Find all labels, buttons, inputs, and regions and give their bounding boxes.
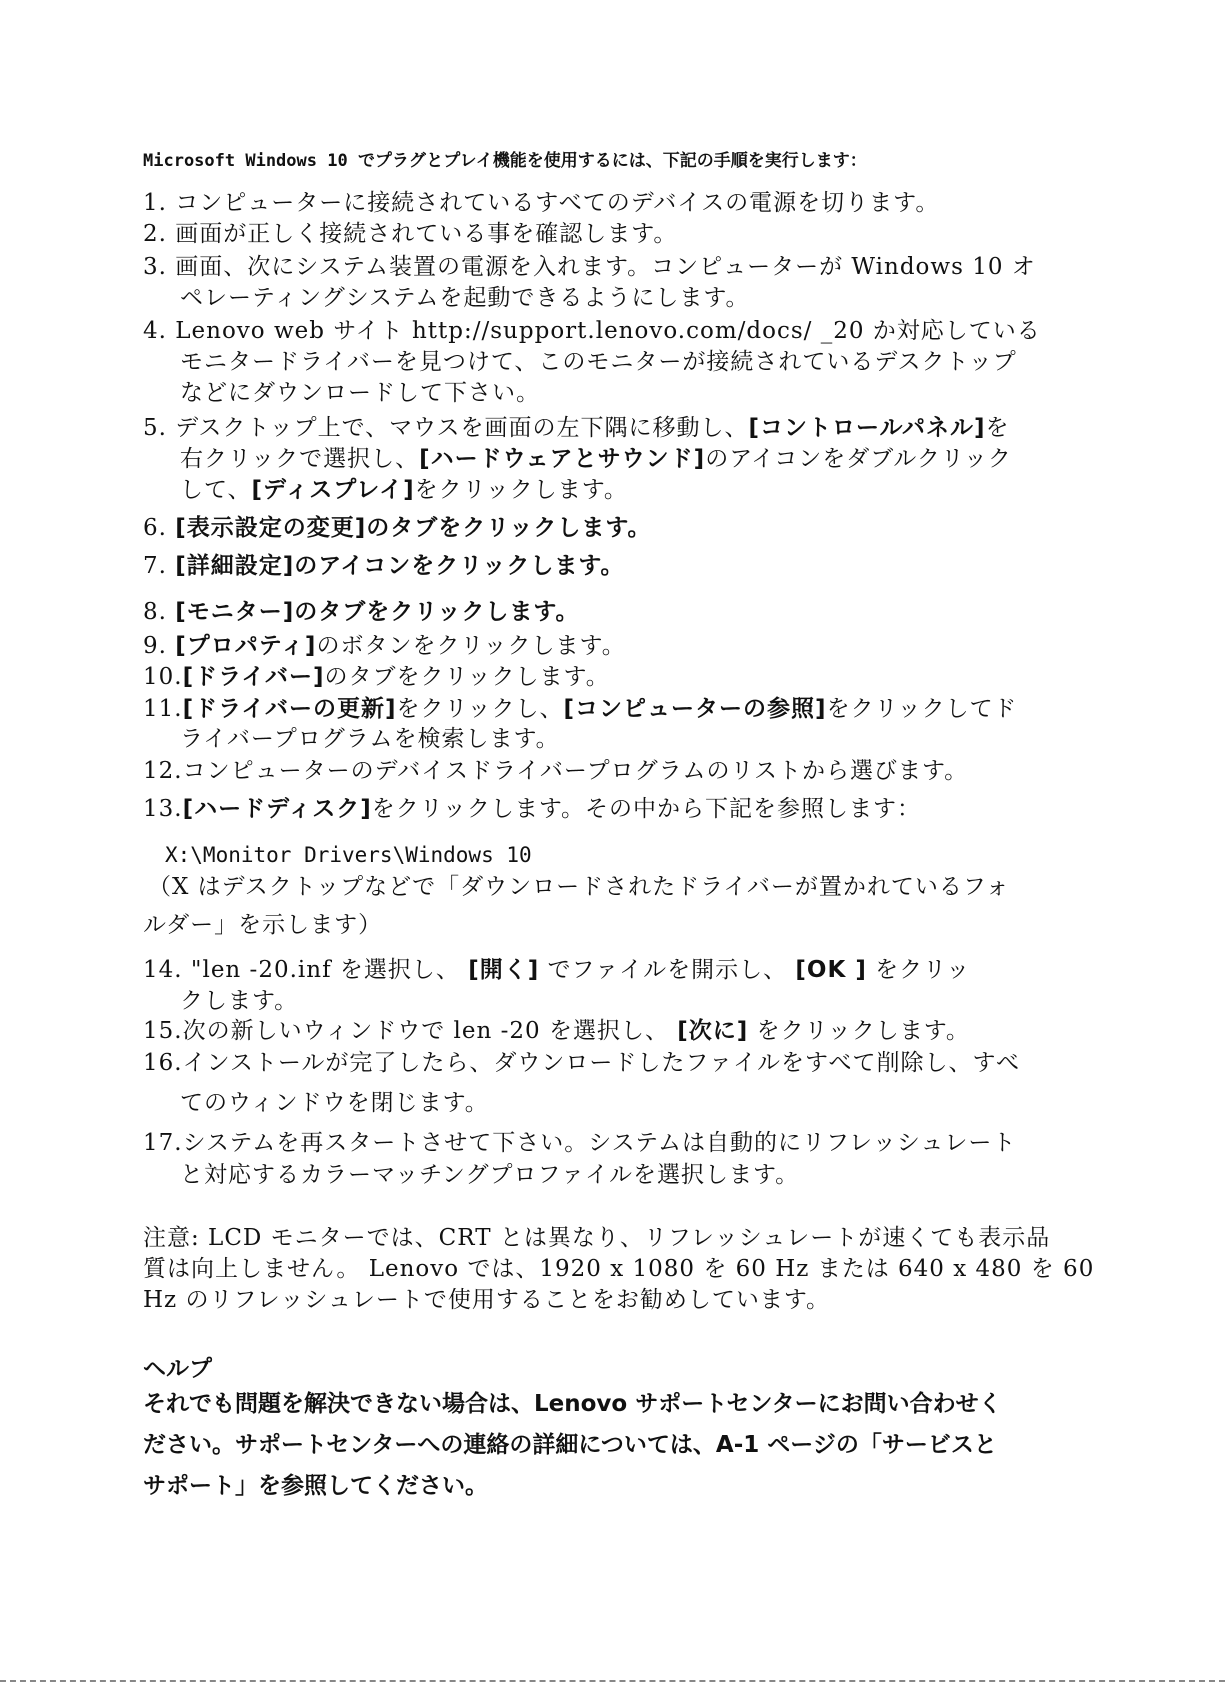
step-11-middle: をクリックし、 bbox=[396, 696, 564, 722]
step-8 bbox=[143, 597, 1043, 627]
step-13-number: 13. bbox=[143, 796, 183, 822]
help-line-1: それでも問題を解決できない場合は、Lenovo サポートセンターにお問い合わせく bbox=[143, 1391, 1002, 1417]
notice-line-3: Hz のリフレッシュレートで使用することをお勧めしています。 bbox=[143, 1287, 831, 1313]
step-11 bbox=[143, 694, 1043, 724]
step-11-continued: ライバープログラムを検索します。 bbox=[180, 726, 560, 752]
path-note-continued: ルダー」を示します） bbox=[143, 912, 383, 938]
help-line-3: サポート」を参照してください。 bbox=[143, 1473, 488, 1499]
step-11-number: 11. bbox=[143, 696, 183, 722]
update-driver-label: [ドライバーの更新] bbox=[182, 696, 397, 722]
instructions-heading bbox=[143, 146, 1043, 171]
step-6-text: [表示設定の変更]のタブをクリックします。 bbox=[175, 515, 652, 541]
display-label: [ディスプレイ] bbox=[251, 477, 415, 503]
step-11-suffix: をクリックしてド bbox=[826, 696, 1018, 722]
step-4-continued: モニタードライバーを見つけて、このモニターが接続されているデスクトップ bbox=[180, 349, 1017, 375]
step-10-suffix: のタブをクリックします。 bbox=[324, 664, 610, 690]
step-5-suffix: を bbox=[985, 415, 1010, 441]
step-14-text: 14. "len -20.inf を選択し、 bbox=[143, 957, 469, 983]
browse-computer-label: [コンピューターの参照] bbox=[563, 696, 827, 722]
step-14-middle: でファイルを開示し、 bbox=[539, 957, 796, 983]
step-15-text: 15.次の新しいウィンドウで len -20 を選択し、 bbox=[143, 1018, 678, 1044]
step-5-text: 5. デスクトップ上で、マウスを画面の左下隅に移動し、 bbox=[143, 415, 749, 441]
step-5c-text: して、 bbox=[180, 477, 252, 503]
step-7-text: [詳細設定]のアイコンをクリックします。 bbox=[175, 553, 625, 579]
step-12: 12.コンピューターのデバイスドライバープログラムのリストから選びます。 bbox=[143, 758, 969, 784]
step-5b-suffix: のアイコンをダブルクリック bbox=[705, 446, 1012, 472]
step-17: 17.システムを再スタートさせて下さい。システムは自動的にリフレッシュレート bbox=[143, 1130, 1017, 1156]
step-7 bbox=[143, 551, 1043, 581]
step-5-continued bbox=[180, 444, 1080, 474]
step-10-number: 10. bbox=[143, 664, 183, 690]
step-7-number: 7. bbox=[143, 553, 176, 579]
step-2: 2. 画面が正しく接続されている事を確認します。 bbox=[143, 221, 678, 247]
path-note: （X はデスクトップなどで「ダウンロードされたドライバーが置かれているフォ bbox=[148, 874, 1010, 900]
driver-label: [ドライバー] bbox=[182, 664, 325, 690]
step-4: 4. Lenovo web サイト http://support.lenovo.com/docs/ _20 か対応している bbox=[143, 318, 1041, 344]
step-13-suffix: をクリックします。その中から下記を参照します： bbox=[371, 796, 922, 822]
step-10 bbox=[143, 662, 1043, 692]
step-16: 16.インストールが完了したら、ダウンロードしたファイルをすべて削除し、すべ bbox=[143, 1050, 1021, 1076]
step-4-continued-2: などにダウンロードして下さい。 bbox=[180, 380, 540, 406]
page-bottom-divider bbox=[0, 1680, 1225, 1682]
properties-label: [プロパティ] bbox=[175, 633, 317, 659]
step-9-number: 9. bbox=[143, 633, 176, 659]
heading-english: Microsoft Windows 10 bbox=[143, 151, 358, 171]
driver-path: X:\Monitor Drivers\Windows 10 bbox=[165, 843, 532, 867]
step-5 bbox=[143, 413, 1043, 443]
hard-disk-label: [ハードディスク] bbox=[182, 796, 372, 822]
step-14 bbox=[143, 955, 1043, 985]
step-14-suffix: をクリッ bbox=[866, 957, 971, 983]
step-9-suffix: のボタンをクリックします。 bbox=[316, 633, 626, 659]
step-15 bbox=[143, 1016, 1043, 1046]
open-label: [開く] bbox=[468, 957, 540, 983]
notice-line-1: 注意: LCD モニターでは、CRT とは異なり、リフレッシュレートが速くても表示品 bbox=[143, 1225, 1051, 1251]
notice-line-2: 質は向上しません。 Lenovo では、1920 x 1080 を 60 Hz または 640 x 480 を 60 bbox=[143, 1256, 1095, 1282]
step-5-continued-2 bbox=[180, 475, 1080, 505]
hardware-sound-label: [ハードウェアとサウンド] bbox=[419, 446, 706, 472]
step-5b-text: 右クリックで選択し、 bbox=[180, 446, 420, 472]
step-13 bbox=[143, 794, 1043, 824]
help-line-2: ださい。サポートセンターへの連絡の詳細については、A-1 ページの「サービスと bbox=[143, 1432, 997, 1458]
help-heading: ヘルプ bbox=[143, 1356, 212, 1382]
step-17-continued: と対応するカラーマッチングプロファイルを選択します。 bbox=[180, 1162, 800, 1188]
step-8-number: 8. bbox=[143, 599, 176, 625]
step-15-suffix: をクリックします。 bbox=[748, 1018, 970, 1044]
heading-japanese: でプラグとプレイ機能を使用するには、下記の手順を実行します： bbox=[357, 151, 867, 171]
step-3-continued: ペレーティングシステムを起動できるようにします。 bbox=[180, 285, 750, 311]
next-label: [次に] bbox=[677, 1018, 749, 1044]
step-16-continued: てのウィンドウを閉じます。 bbox=[180, 1090, 489, 1116]
step-14-continued: クします。 bbox=[180, 988, 299, 1014]
step-1: 1. コンピューターに接続されているすべてのデバイスの電源を切ります。 bbox=[143, 190, 940, 216]
ok-label: [OK ] bbox=[795, 957, 867, 983]
step-3: 3. 画面、次にシステム装置の電源を入れます。コンピューターが Windows 10 オ bbox=[143, 254, 1036, 280]
control-panel-label: [コントロールパネル] bbox=[748, 415, 986, 441]
step-5c-suffix: をクリックします。 bbox=[414, 477, 628, 503]
step-9 bbox=[143, 631, 1043, 661]
step-8-text: [モニター]のタブをクリックします。 bbox=[175, 599, 580, 625]
step-6 bbox=[143, 513, 1043, 543]
step-6-number: 6. bbox=[143, 515, 176, 541]
